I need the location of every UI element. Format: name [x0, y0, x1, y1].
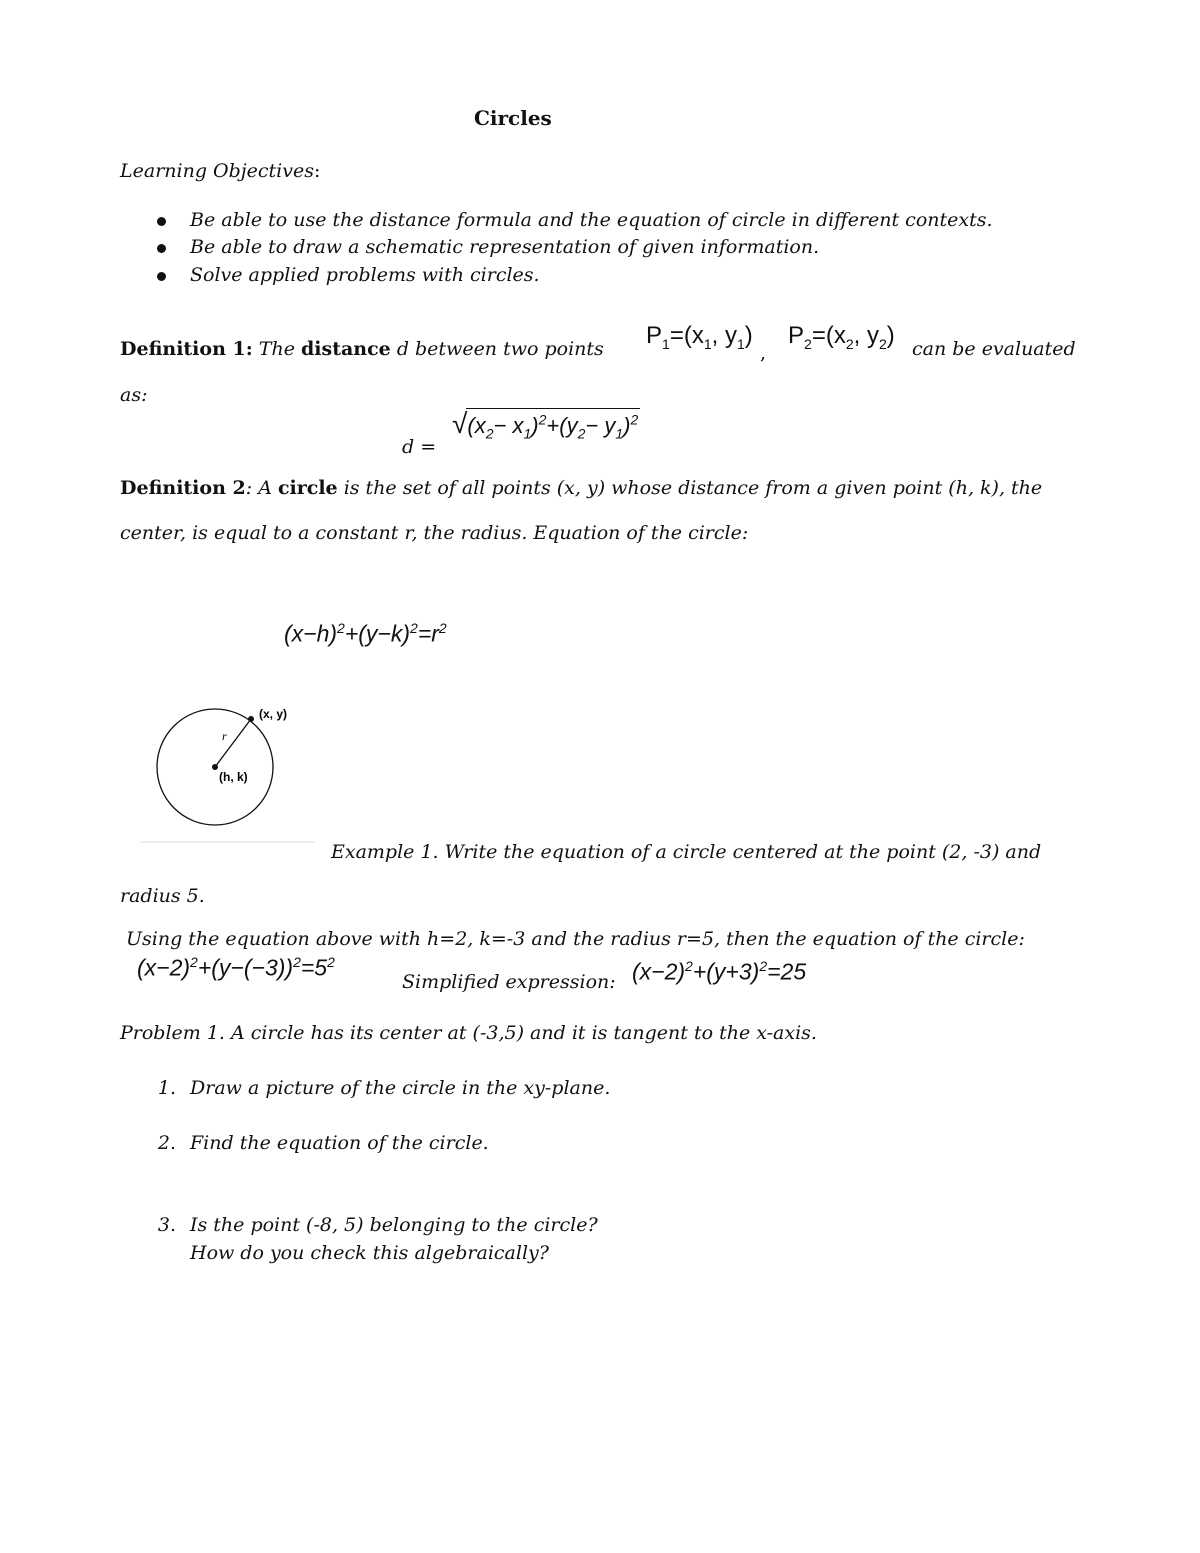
f-close1: ) [531, 413, 539, 438]
center-label: (h, k) [219, 770, 248, 784]
eq-a: (x−h) [284, 620, 338, 647]
problem-item: Is the point (-8, 5) belonging to the circle? [190, 1214, 598, 1236]
simplified-equation [632, 958, 806, 986]
definition-2-colon: : [245, 477, 253, 499]
p2-mid: , y [853, 322, 879, 349]
page-title: Circles [474, 106, 552, 130]
bullet-icon [157, 244, 166, 253]
radical-bar [466, 408, 640, 409]
f-minus2: − y [585, 413, 616, 438]
eq1-sup3: 2 [327, 954, 335, 970]
point-p2 [788, 322, 895, 352]
p2-x-sub: 2 [845, 335, 854, 352]
p1-x-sub: 1 [703, 335, 712, 352]
example-1-line3: Using the equation above with h=2, k=-3 and the radius r=5, then the equation of the circle: [126, 928, 1025, 950]
f-sup1: 2 [538, 411, 547, 428]
p1-end: ) [744, 322, 753, 349]
definition-1-text-c: can be evaluated [912, 338, 1076, 360]
objectives-heading-colon: : [313, 160, 321, 182]
p1-letter: P [646, 322, 663, 349]
problem-item-continuation: How do you check this algebraically? [190, 1242, 549, 1264]
problem-item-number: 3. [157, 1214, 176, 1236]
definition-1-term: distance [301, 338, 391, 360]
p2-sub: 2 [804, 335, 812, 352]
definition-2-text-b: is the set of all points (x, y) whose distance from a given point (h, k), the [343, 477, 1043, 499]
problem-item-number: 2. [157, 1132, 176, 1154]
distance-label: d = [402, 436, 437, 458]
definition-2-text-a: A [258, 477, 272, 499]
p1-y-sub: 1 [736, 335, 745, 352]
radius-label: r [222, 729, 227, 743]
f-close2: ) [623, 413, 631, 438]
f-s1: 2 [485, 425, 494, 442]
radical-sign-icon: √ [452, 408, 468, 439]
eq-sup1: 2 [337, 620, 345, 636]
f-s3: 2 [577, 425, 586, 442]
eq-c: =r [417, 620, 439, 647]
p2-end: ) [886, 322, 895, 349]
radical [452, 408, 638, 441]
f-minus1: − x [493, 413, 524, 438]
definition-2-text-c: center, is equal to a constant r, the radius. Equation of the circle: [120, 522, 749, 544]
f-open: (x [467, 413, 486, 438]
p2-y-sub: 2 [878, 335, 887, 352]
eq-b: +(y−k) [344, 620, 411, 647]
circle-diagram [140, 700, 330, 845]
eq2-sup2: 2 [759, 958, 768, 974]
example-1-equation [137, 954, 335, 982]
objective-item: Be able to draw a schematic representation of given information. [190, 236, 820, 258]
definition-1-text-d: as: [120, 384, 148, 406]
f-sup2: 2 [630, 411, 639, 428]
definition-2-term: circle [277, 477, 338, 499]
example-1-line2: radius 5. [120, 885, 205, 907]
eq2-a: (x−2) [632, 958, 686, 985]
definition-1-text-b: d between two points [396, 338, 604, 360]
eq2-b: +(y+3) [692, 958, 760, 985]
bullet-icon [157, 272, 166, 281]
objective-item: Be able to use the distance formula and the equation of circle in different contexts. [190, 209, 993, 231]
definition-2-line [120, 477, 1042, 499]
circle-point [248, 716, 254, 722]
center-point [212, 764, 218, 770]
p2-letter: P [788, 322, 805, 349]
eq2-sup1: 2 [685, 958, 693, 974]
problem-1-statement: Problem 1. A circle has its center at (-3,5) and it is tangent to the x-axis. [120, 1022, 817, 1044]
problem-item: Find the equation of the circle. [190, 1132, 489, 1154]
objectives-heading-text: Learning Objectives [120, 160, 314, 182]
simplified-label: Simplified expression: [402, 971, 616, 993]
example-1-line1: Example 1. Write the equation of a circle centered at the point (2, -3) and [331, 841, 1042, 863]
f-s2: 1 [523, 425, 532, 442]
p1-sub: 1 [662, 335, 670, 352]
eq1-sup1: 2 [190, 954, 198, 970]
definition-2-label: Definition 2 [120, 477, 246, 499]
point-label: (x, y) [259, 707, 288, 721]
f-plus: +(y [546, 413, 578, 438]
definition-1-text-a: The [258, 338, 295, 360]
p2-rest: =(x [811, 322, 846, 349]
eq1-sup2: 2 [293, 954, 301, 970]
points-separator: , [760, 342, 767, 364]
p1-mid: , y [711, 322, 737, 349]
definition-1-label: Definition 1: [120, 338, 253, 360]
problem-item-number: 1. [157, 1077, 176, 1099]
eq-sup3: 2 [438, 620, 447, 636]
distance-formula [452, 408, 638, 441]
eq1-c: =5 [300, 954, 328, 981]
objectives-heading [120, 160, 320, 182]
eq-sup2: 2 [410, 620, 418, 636]
radius-line [215, 719, 251, 767]
eq2-c: =25 [767, 958, 807, 985]
eq1-a: (x−2) [137, 954, 191, 981]
problem-item: Draw a picture of the circle in the xy-plane. [190, 1077, 611, 1099]
circle-equation [284, 620, 447, 648]
point-p1 [646, 322, 753, 352]
objective-item: Solve applied problems with circles. [190, 264, 540, 286]
definition-1-line [120, 338, 604, 360]
f-s4: 1 [615, 425, 624, 442]
p1-rest: =(x [669, 322, 704, 349]
eq1-b: +(y−(−3)) [197, 954, 294, 981]
bullet-icon [157, 217, 166, 226]
